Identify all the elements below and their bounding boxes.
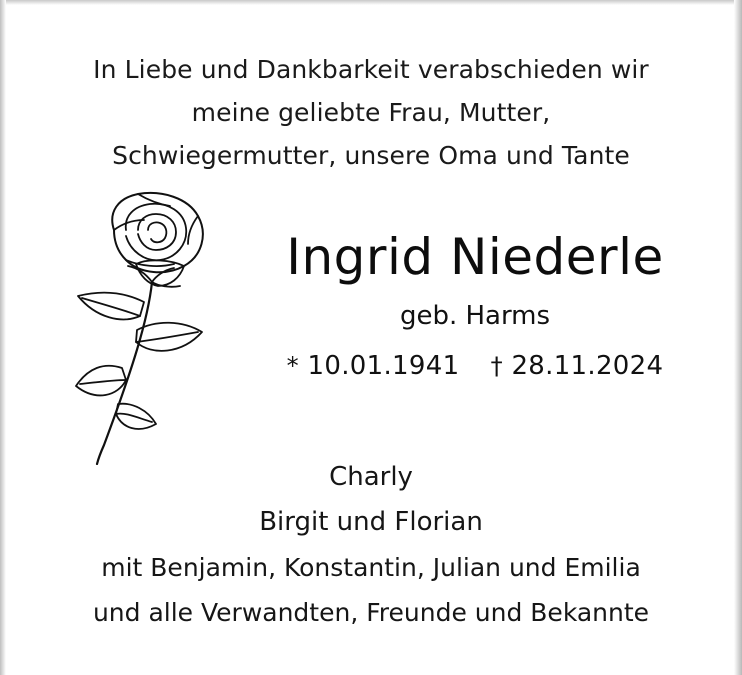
- scan-edge-top: [0, 0, 742, 5]
- deceased-name: Ingrid Niederle: [286, 228, 664, 286]
- death-symbol: †: [490, 352, 503, 380]
- intro-line-3: Schwiegermutter, unsere Oma und Tante: [112, 141, 630, 170]
- death-date: 28.11.2024: [511, 351, 664, 381]
- mourner-line-4: und alle Verwandten, Freunde und Bekannte: [92, 598, 650, 627]
- maiden-name: geb. Harms: [399, 301, 551, 331]
- intro-line-1: In Liebe und Dankbarkeit verabschieden wir: [93, 55, 649, 84]
- mourner-line-3: mit Benjamin, Konstantin, Julian und Emilia: [101, 553, 641, 582]
- intro-text: [0, 48, 742, 177]
- mourner-line-2: Birgit und Florian: [259, 507, 483, 537]
- mourner-line-1: Charly: [329, 462, 413, 492]
- deceased-details: [215, 228, 735, 382]
- birth-date: 10.01.1941: [307, 351, 460, 381]
- mourners-text: [0, 455, 742, 635]
- intro-line-2: meine geliebte Frau, Mutter,: [191, 98, 551, 127]
- life-dates: [215, 350, 735, 382]
- rose-icon: [52, 190, 237, 465]
- birth-symbol: *: [286, 352, 299, 380]
